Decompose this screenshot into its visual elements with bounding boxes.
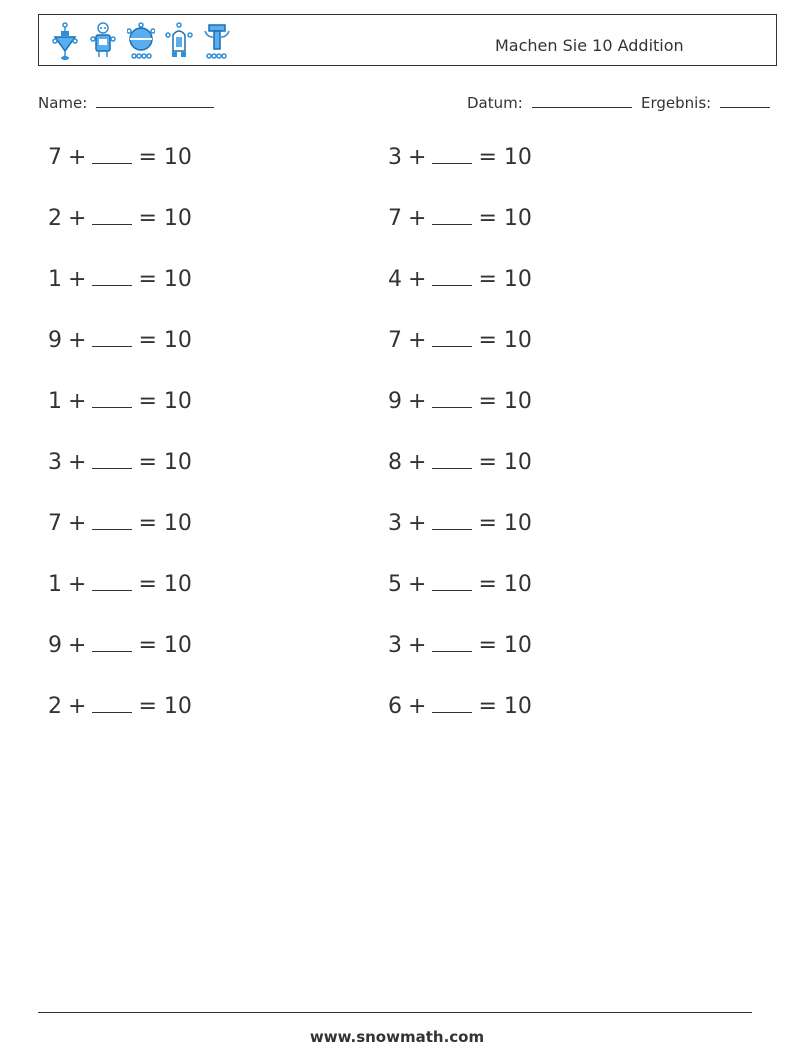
- robot-icon: [203, 21, 231, 61]
- addend: 9: [388, 389, 402, 414]
- equals-ten: = 10: [478, 511, 532, 536]
- answer-blank[interactable]: [92, 511, 132, 530]
- problem-row: [48, 450, 192, 475]
- answer-blank[interactable]: [432, 145, 472, 164]
- problem-row: [388, 328, 532, 353]
- result-label: Ergebnis:: [641, 94, 712, 112]
- addend: 7: [388, 206, 402, 231]
- equals-ten: = 10: [478, 694, 532, 719]
- name-field: [38, 93, 214, 112]
- problem-row: [48, 694, 192, 719]
- equals-ten: = 10: [478, 145, 532, 170]
- answer-blank[interactable]: [432, 206, 472, 225]
- plus-sign: +: [408, 389, 427, 414]
- answer-blank[interactable]: [92, 145, 132, 164]
- answer-blank[interactable]: [92, 572, 132, 591]
- plus-sign: +: [408, 267, 427, 292]
- problem-row: [388, 511, 532, 536]
- answer-blank[interactable]: [432, 572, 472, 591]
- equals-ten: = 10: [138, 145, 192, 170]
- addend: 1: [48, 572, 62, 597]
- equals-ten: = 10: [138, 633, 192, 658]
- plus-sign: +: [408, 206, 427, 231]
- plus-sign: +: [68, 572, 87, 597]
- equals-ten: = 10: [478, 206, 532, 231]
- addend: 3: [388, 145, 402, 170]
- plus-sign: +: [68, 511, 87, 536]
- addend: 7: [48, 145, 62, 170]
- robot-icon-strip: [51, 21, 231, 61]
- addend: 1: [48, 389, 62, 414]
- addend: 2: [48, 206, 62, 231]
- robot-icon: [127, 21, 155, 61]
- plus-sign: +: [408, 633, 427, 658]
- plus-sign: +: [408, 694, 427, 719]
- name-label: Name:: [38, 94, 88, 112]
- problem-row: [388, 694, 532, 719]
- plus-sign: +: [68, 206, 87, 231]
- result-blank[interactable]: [720, 93, 770, 108]
- answer-blank[interactable]: [432, 694, 472, 713]
- addend: 4: [388, 267, 402, 292]
- problem-row: [388, 145, 532, 170]
- equals-ten: = 10: [478, 328, 532, 353]
- robot-icon: [51, 21, 79, 61]
- equals-ten: = 10: [138, 328, 192, 353]
- addend: 7: [48, 511, 62, 536]
- equals-ten: = 10: [478, 572, 532, 597]
- equals-ten: = 10: [478, 389, 532, 414]
- addend: 3: [388, 511, 402, 536]
- plus-sign: +: [68, 633, 87, 658]
- answer-blank[interactable]: [432, 633, 472, 652]
- problem-row: [48, 267, 192, 292]
- answer-blank[interactable]: [92, 328, 132, 347]
- plus-sign: +: [408, 328, 427, 353]
- addend: 7: [388, 328, 402, 353]
- addend: 3: [48, 450, 62, 475]
- footer-url: www.snowmath.com: [309, 1028, 485, 1046]
- addend: 2: [48, 694, 62, 719]
- result-field: [641, 93, 770, 112]
- equals-ten: = 10: [138, 572, 192, 597]
- plus-sign: +: [68, 328, 87, 353]
- equals-ten: = 10: [138, 450, 192, 475]
- plus-sign: +: [408, 572, 427, 597]
- plus-sign: +: [408, 511, 427, 536]
- worksheet-title: Machen Sie 10 Addition: [495, 36, 684, 55]
- addend: 9: [48, 328, 62, 353]
- plus-sign: +: [68, 694, 87, 719]
- problem-row: [388, 450, 532, 475]
- addend: 6: [388, 694, 402, 719]
- addend: 1: [48, 267, 62, 292]
- plus-sign: +: [408, 450, 427, 475]
- problem-row: [388, 633, 532, 658]
- equals-ten: = 10: [138, 694, 192, 719]
- problem-row: [48, 328, 192, 353]
- problem-row: [48, 206, 192, 231]
- addend: 8: [388, 450, 402, 475]
- robot-icon: [165, 21, 193, 61]
- answer-blank[interactable]: [432, 328, 472, 347]
- equals-ten: = 10: [478, 267, 532, 292]
- problem-row: [48, 572, 192, 597]
- answer-blank[interactable]: [432, 267, 472, 286]
- problem-row: [48, 633, 192, 658]
- equals-ten: = 10: [138, 511, 192, 536]
- answer-blank[interactable]: [432, 389, 472, 408]
- equals-ten: = 10: [478, 450, 532, 475]
- name-blank[interactable]: [96, 93, 214, 108]
- footer-divider: [38, 1012, 752, 1013]
- plus-sign: +: [68, 389, 87, 414]
- addend: 3: [388, 633, 402, 658]
- plus-sign: +: [68, 450, 87, 475]
- problem-row: [388, 389, 532, 414]
- plus-sign: +: [408, 145, 427, 170]
- answer-blank[interactable]: [432, 450, 472, 469]
- answer-blank[interactable]: [92, 389, 132, 408]
- answer-blank[interactable]: [92, 450, 132, 469]
- problem-row: [48, 145, 192, 170]
- answer-blank[interactable]: [92, 206, 132, 225]
- answer-blank[interactable]: [92, 633, 132, 652]
- addend: 5: [388, 572, 402, 597]
- worksheet-header: [38, 14, 777, 66]
- addend: 9: [48, 633, 62, 658]
- answer-blank[interactable]: [92, 694, 132, 713]
- equals-ten: = 10: [138, 267, 192, 292]
- plus-sign: +: [68, 145, 87, 170]
- plus-sign: +: [68, 267, 87, 292]
- answer-blank[interactable]: [432, 511, 472, 530]
- problem-row: [48, 389, 192, 414]
- problem-row: [388, 267, 532, 292]
- robot-icon: [89, 21, 117, 61]
- equals-ten: = 10: [478, 633, 532, 658]
- problem-row: [388, 206, 532, 231]
- date-field: [467, 93, 632, 112]
- date-label: Datum:: [467, 94, 523, 112]
- equals-ten: = 10: [138, 206, 192, 231]
- answer-blank[interactable]: [92, 267, 132, 286]
- equals-ten: = 10: [138, 389, 192, 414]
- problem-row: [48, 511, 192, 536]
- problem-row: [388, 572, 532, 597]
- date-blank[interactable]: [532, 93, 632, 108]
